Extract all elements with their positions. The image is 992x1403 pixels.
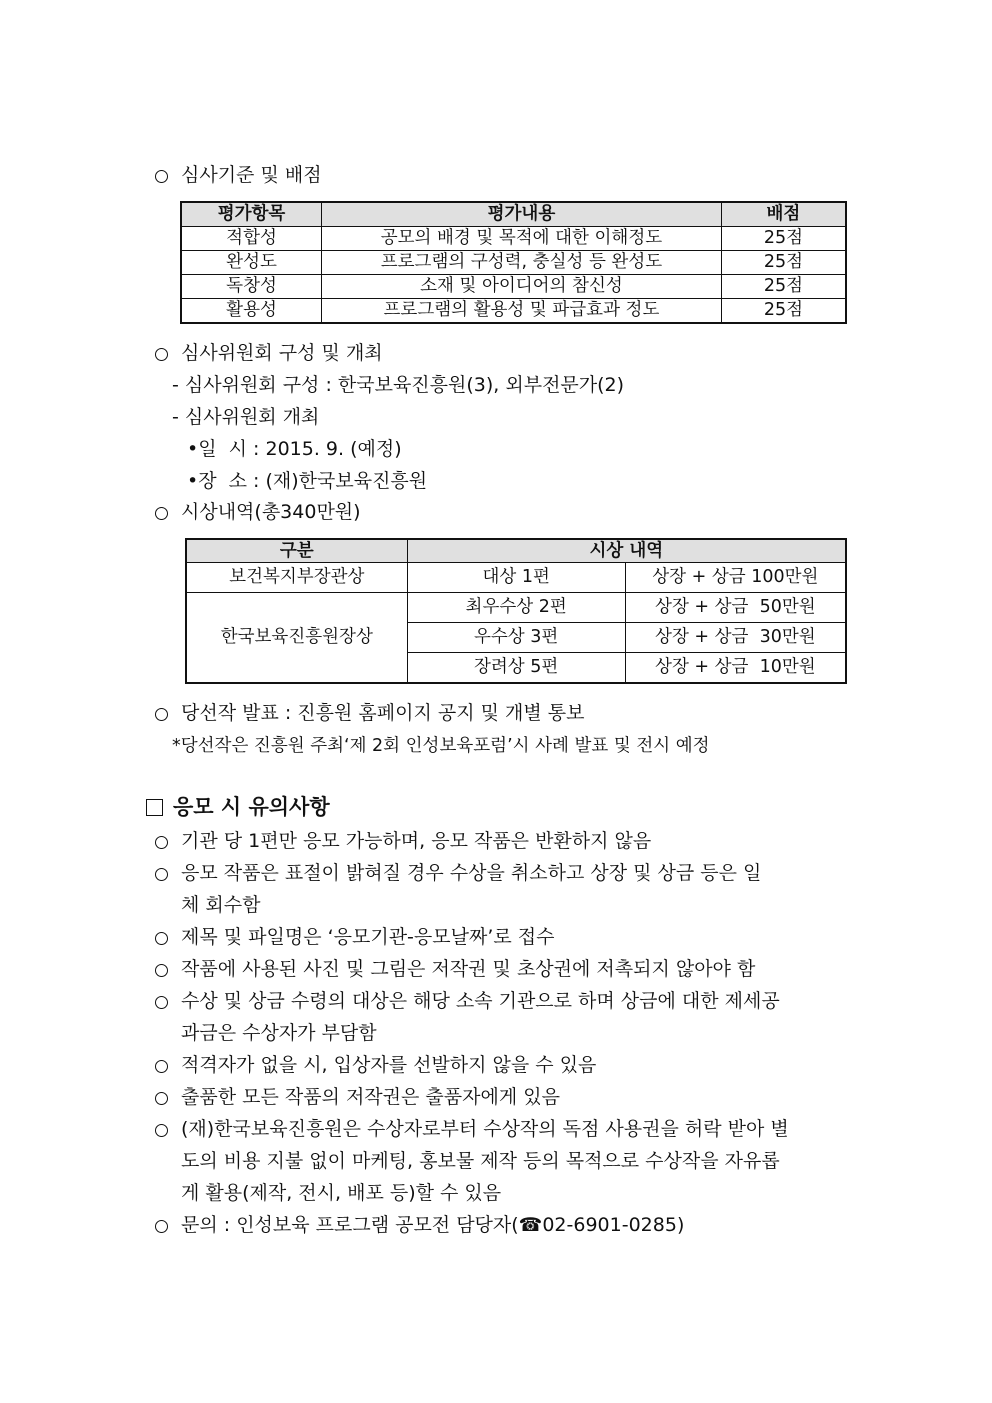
circle-bullet-icon (155, 836, 168, 849)
table-header-row (186, 539, 846, 563)
table-cell: 25점 (721, 299, 846, 324)
circle-bullet-icon (155, 996, 168, 1009)
table-row (181, 227, 846, 251)
list-item-continued: 체 회수함 (181, 894, 261, 916)
table-cell: 독창성 (181, 275, 322, 299)
award-group-cell: 한국보육진흥원장상 (186, 593, 407, 684)
award-group-cell: 보건복지부장관상 (186, 563, 407, 593)
table-header-row (181, 202, 846, 227)
table-header-cell: 평가내용 (322, 202, 722, 227)
table-row (186, 563, 846, 593)
table-header-cell: 구분 (186, 539, 407, 563)
table-cell: 프로그램의 구성력, 충실성 등 완성도 (322, 251, 722, 275)
table-cell: 우수상 3편 (407, 623, 625, 653)
table-row (181, 299, 846, 324)
table-cell: 상장 + 상금 50만원 (625, 593, 846, 623)
table-cell: 공모의 배경 및 목적에 대한 이해정도 (322, 227, 722, 251)
table-cell: 소재 및 아이디어의 참신성 (322, 275, 722, 299)
table-cell: 25점 (721, 227, 846, 251)
circle-bullet-icon (155, 170, 168, 183)
table-cell: 상장 + 상금 100만원 (625, 563, 846, 593)
square-bullet-icon (146, 799, 163, 816)
list-item: 작품에 사용된 사진 및 그림은 저작권 및 초상권에 저촉되지 않아야 함 (181, 958, 756, 980)
list-item: 기관 당 1편만 응모 가능하며, 응모 작품은 반환하지 않음 (181, 830, 652, 852)
circle-bullet-icon (155, 1124, 168, 1137)
table-cell: 상장 + 상금 30만원 (625, 623, 846, 653)
circle-bullet-icon (155, 708, 168, 721)
list-item-continued: 과금은 수상자가 부담함 (181, 1022, 377, 1044)
circle-bullet-icon (155, 1092, 168, 1105)
table-row (186, 593, 846, 623)
circle-bullet-icon (155, 507, 168, 520)
table-cell: 완성도 (181, 251, 322, 275)
list-item: 적격자가 없을 시, 입상자를 선발하지 않을 수 있음 (181, 1054, 597, 1076)
meeting-place: •장 소 : (재)한국보육진흥원 (187, 470, 428, 492)
table-header-cell: 평가항목 (181, 202, 322, 227)
section-title-text: 응모 시 유의사항 (173, 795, 330, 819)
circle-bullet-icon (155, 868, 168, 881)
list-item: (재)한국보육진흥원은 수상자로부터 수상작의 독점 사용권을 허락 받아 별 (181, 1118, 789, 1140)
table-cell: 25점 (721, 275, 846, 299)
table-cell: 장려상 5편 (407, 653, 625, 684)
meeting-date: •일 시 : 2015. 9. (예정) (187, 438, 402, 460)
list-item: 응모 작품은 표절이 밝혀질 경우 수상을 취소하고 상장 및 상금 등은 일 (181, 862, 762, 884)
table-cell: 활용성 (181, 299, 322, 324)
list-item-continued: 게 활용(제작, 전시, 배포 등)할 수 있음 (181, 1182, 502, 1204)
announce-note: *당선작은 진흥원 주최‘제 2회 인성보육포럼’시 사례 발표 및 전시 예정 (172, 736, 710, 756)
circle-bullet-icon (155, 348, 168, 361)
table-header-cell: 시상 내역 (407, 539, 846, 563)
awards-table (185, 538, 847, 684)
announce-heading: 당선작 발표 : 진흥원 홈페이지 공지 및 개별 통보 (181, 702, 585, 724)
awards-heading: 시상내역(총340만원) (181, 501, 361, 523)
circle-bullet-icon (155, 932, 168, 945)
contact-info: 문의 : 인성보육 프로그램 공모전 담당자(☎02-6901-0285) (181, 1214, 685, 1236)
table-header-cell: 배점 (721, 202, 846, 227)
circle-bullet-icon (155, 964, 168, 977)
list-item: 수상 및 상금 수령의 대상은 해당 소속 기관으로 하며 상금에 대한 제세공 (181, 990, 780, 1012)
criteria-table (180, 201, 847, 324)
list-item-continued: 도의 비용 지불 없이 마케팅, 홍보물 제작 등의 목적으로 수상작을 자유롭 (181, 1150, 780, 1172)
table-cell: 25점 (721, 251, 846, 275)
criteria-heading: 심사기준 및 배점 (181, 164, 322, 186)
table-cell: 프로그램의 활용성 및 파급효과 정도 (322, 299, 722, 324)
table-row (181, 275, 846, 299)
circle-bullet-icon (155, 1060, 168, 1073)
list-item: 출품한 모든 작품의 저작권은 출품자에게 있음 (181, 1086, 560, 1108)
table-row (181, 251, 846, 275)
table-cell: 대상 1편 (407, 563, 625, 593)
committee-composition: - 심사위원회 구성 : 한국보육진흥원(3), 외부전문가(2) (172, 374, 625, 396)
circle-bullet-icon (155, 1220, 168, 1233)
section-title (146, 793, 330, 821)
list-item: 제목 및 파일명은 ‘응모기관-응모날짜’로 접수 (181, 926, 555, 948)
table-cell: 최우수상 2편 (407, 593, 625, 623)
committee-heading: 심사위원회 구성 및 개최 (181, 342, 383, 364)
committee-meeting: - 심사위원회 개최 (172, 406, 320, 428)
table-cell: 적합성 (181, 227, 322, 251)
table-cell: 상장 + 상금 10만원 (625, 653, 846, 684)
